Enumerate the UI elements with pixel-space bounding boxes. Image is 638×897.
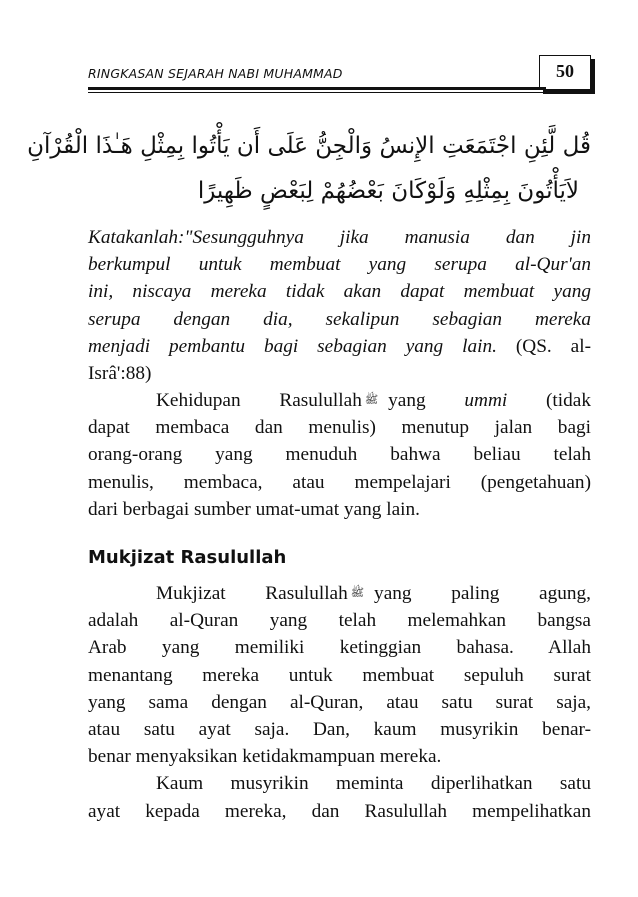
text-line: adalah al-Quran yang telah melemahkan bangsa bbox=[88, 610, 591, 632]
text-line: menulis, membaca, atau mempelajari (pengetahuan) bbox=[88, 471, 591, 493]
running-title: RINGKASAN SEJARAH NABI MUHAMMAD bbox=[88, 66, 343, 81]
text-line: dapat membaca dan menulis) menutup jalan bagi bbox=[88, 417, 591, 439]
text-line bbox=[88, 333, 591, 360]
text-line: ini, niscaya mereka tidak akan dapat membuat yang bbox=[88, 281, 591, 303]
header-rule-thin bbox=[88, 92, 546, 93]
text-line: Katakanlah:"Sesungguhnya jika manusia dan jin bbox=[88, 227, 591, 248]
italic-term: ummi bbox=[464, 390, 508, 411]
text-line: benar menyaksikan ketidakmampuan mereka. bbox=[88, 746, 442, 768]
text-line: menantang mereka untuk membuat sepuluh surat bbox=[88, 664, 591, 686]
header-rule-thick bbox=[88, 87, 546, 90]
text-line: ayat kepada mereka, dan Rasulullah mempelihatkan bbox=[88, 800, 591, 822]
arabic-verse-line-2: لاَيَأْتُونَ بِمِثْلِهِ وَلَوْكَانَ بَعْضُهُمْ لِبَعْضٍ ظَهِيرًا bbox=[197, 178, 579, 204]
arabic-verse-line-1: قُل لَّئِنِ اجْتَمَعَتِ الإِنسُ وَالْجِنُّ عَلَى أَن يَأْتُوا بِمِثْلِ هَـٰذَا الْقُرْآنِ bbox=[27, 133, 591, 159]
page-number-box bbox=[539, 55, 591, 90]
salawat-symbol: ﷺ bbox=[350, 587, 365, 599]
text-line: Kaum musyrikin meminta diperlihatkan satu bbox=[156, 773, 591, 795]
text-line: serupa dengan dia, sekalipun sebagian mereka bbox=[88, 308, 591, 330]
paragraph-mukjizat bbox=[88, 580, 591, 825]
citation-end: Isrâ':88) bbox=[88, 363, 152, 385]
paragraph-ummi bbox=[88, 387, 591, 523]
text-line: Arab yang memiliki ketinggian bahasa. Allah bbox=[88, 637, 591, 659]
page-header bbox=[88, 55, 591, 101]
page-number: 50 bbox=[556, 61, 574, 81]
verse-translation bbox=[88, 224, 591, 387]
text-line bbox=[88, 387, 591, 414]
translation-end: menjadi pembantu bagi sebagian yang lain. bbox=[88, 335, 497, 357]
text-segment: Mukjizat Rasulullah bbox=[156, 583, 348, 604]
text-line: yang sama dengan al-Quran, atau satu surat saja, bbox=[88, 691, 591, 713]
text-segment: Kehidupan Rasulullah bbox=[156, 390, 362, 411]
text-line: atau satu ayat saja. Dan, kaum musyrikin benar- bbox=[88, 719, 591, 741]
salawat-symbol: ﷺ bbox=[364, 394, 379, 406]
text-line bbox=[88, 580, 591, 607]
text-segment: yang paling agung, bbox=[374, 583, 591, 604]
text-line: orang-orang yang menuduh bahwa beliau telah bbox=[88, 444, 591, 466]
text-line: dari berbagai sumber umat-umat yang lain. bbox=[88, 498, 420, 520]
citation-start: (QS. al- bbox=[496, 335, 591, 357]
section-heading: Mukjizat Rasulullah bbox=[88, 547, 287, 568]
text-line: berkumpul untuk membuat yang serupa al-Qur'an bbox=[88, 254, 591, 276]
text-segment: (tidak bbox=[507, 390, 591, 411]
text-segment: yang bbox=[388, 390, 465, 411]
